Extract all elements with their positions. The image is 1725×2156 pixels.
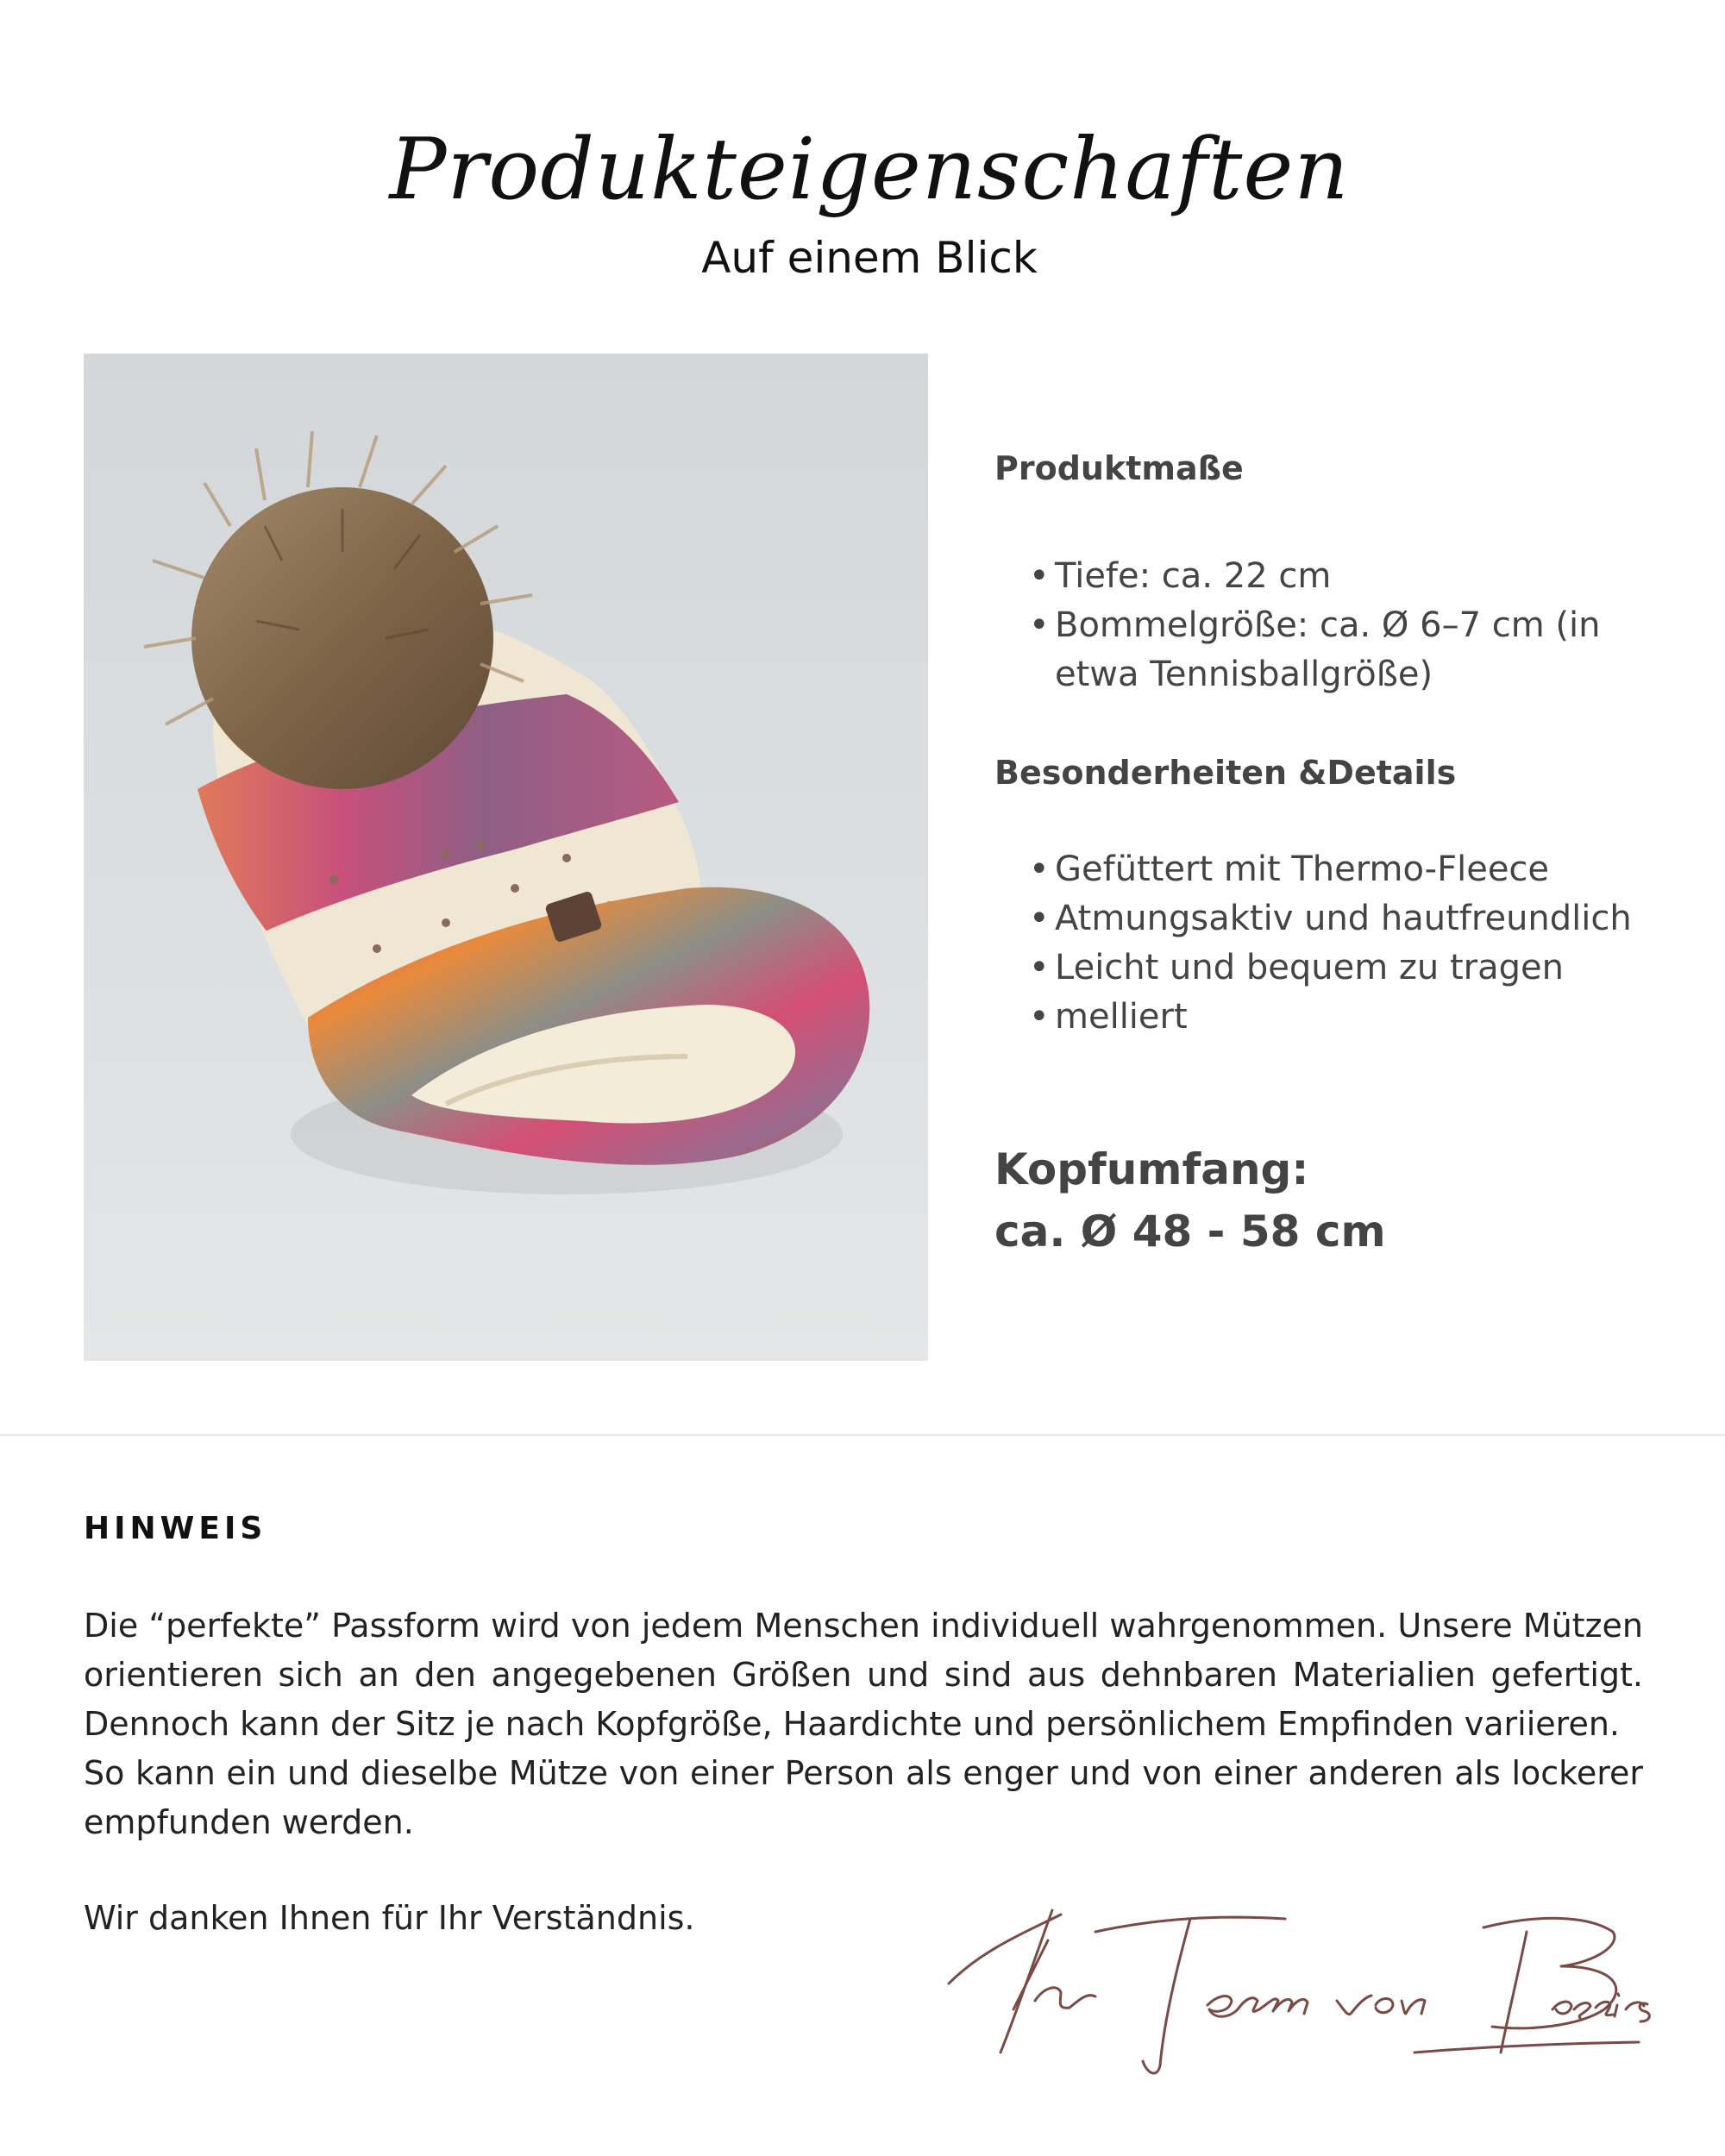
- section-divider: [0, 1434, 1725, 1436]
- product-photo: [84, 354, 928, 1361]
- details-heading: Besonderheiten &Details: [994, 754, 1457, 792]
- dimensions-heading: Produktmaße: [994, 449, 1244, 487]
- notice-text: [84, 1601, 1643, 1847]
- notice-paragraph: Die “perfekte” Passform wird von jedem Menschen individuell wahrgenommen. Unsere Mützen orientieren sich an den angegebenen Größen und sind aus dehnbaren Materialien gefertigt. Dennoch kann der Sitz je nach Kopfgröße, Haardichte und persönlichem Empfinden variieren.: [84, 1607, 1643, 1743]
- list-item: • Bommelgröße: ca. Ø 6–7 cm (in etwa Tennisballgröße): [1029, 601, 1684, 699]
- thanks-text: Wir danken Ihnen für Ihr Verständnis.: [84, 1899, 695, 1937]
- dimensions-list: [1029, 552, 1684, 699]
- notice-heading: HINWEIS: [84, 1511, 267, 1546]
- head-circumference-value: ca. Ø 48 - 58 cm: [994, 1206, 1386, 1257]
- list-item: • Leicht und bequem zu tragen: [1029, 943, 1684, 993]
- details-list: [1029, 845, 1684, 1042]
- page-title: Produkteigenschaften: [389, 121, 1350, 219]
- list-item: • Gefüttert mit Thermo-Fleece: [1029, 845, 1684, 894]
- list-item: • melliert: [1029, 993, 1684, 1042]
- list-item: • Atmungsaktiv und hautfreundlich: [1029, 894, 1684, 943]
- head-circumference-label: Kopfumfang:: [994, 1144, 1309, 1194]
- notice-paragraph: So kann ein und dieselbe Mütze von einer Person als enger und von einer anderen als lockerer empfunden werden.: [84, 1754, 1643, 1841]
- signature: [932, 1880, 1673, 2078]
- page-subtitle: Auf einem Blick: [701, 233, 1038, 283]
- list-item: • Tiefe: ca. 22 cm: [1029, 552, 1684, 601]
